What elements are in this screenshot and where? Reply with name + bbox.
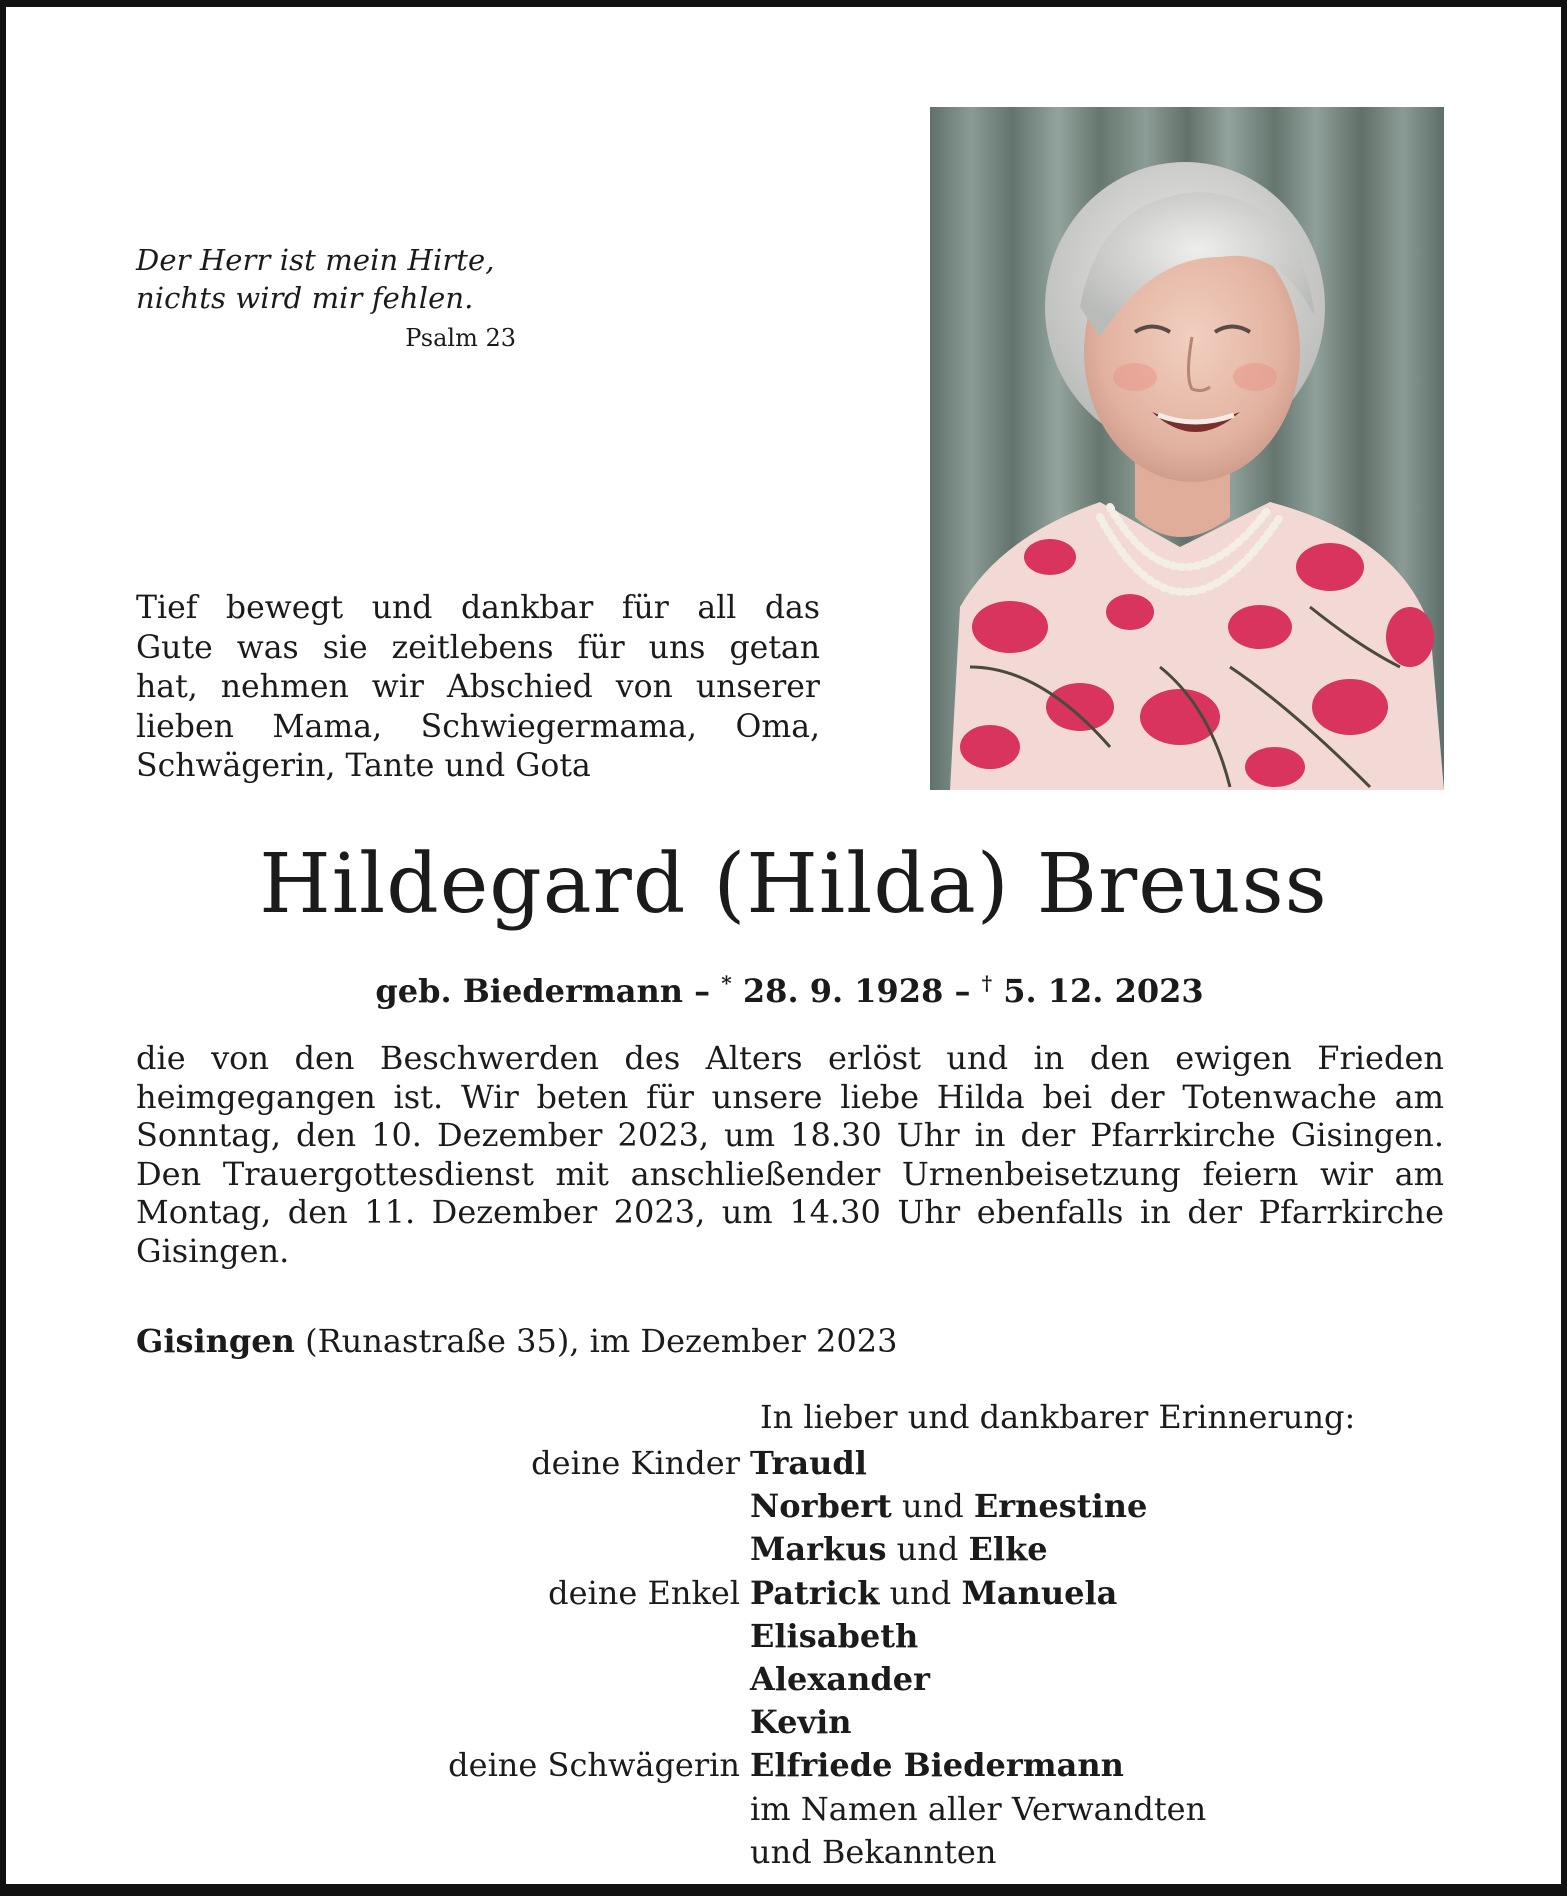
signature-row <box>406 1615 1446 1658</box>
signature-names <box>750 1744 1446 1787</box>
psalm-line-2: nichts wird mir fehlen. <box>136 281 474 315</box>
body-line: heimgegangen ist. Wir beten für unsere liebe Hilda bei der Totenwache am <box>136 1077 1444 1116</box>
death-date: 5. 12. 2023 <box>1003 972 1204 1010</box>
psalm-reference: Psalm 23 <box>405 324 516 352</box>
signature-row <box>406 1788 1446 1831</box>
signature-names <box>750 1442 1446 1485</box>
intro-line: Schwägerin, Tante und Gota <box>136 748 591 785</box>
deceased-name-text: Hildegard (Hilda) Breuss <box>259 837 1328 932</box>
death-mark: † <box>981 971 993 995</box>
signature-label-empty <box>406 1528 750 1571</box>
body-line: Den Trauergottesdienst mit anschließender Urnenbeisetzung feiern wir am <box>136 1154 1444 1193</box>
mourner-name: Manuela <box>961 1573 1118 1612</box>
mourner-name: Ernestine <box>973 1487 1148 1526</box>
life-dates <box>6 963 1567 1011</box>
psalm-quote <box>136 241 526 353</box>
name-joiner: und <box>879 1573 962 1612</box>
place-rest: (Runastraße 35), im Dezember 2023 <box>294 1322 898 1360</box>
intro-line: hat, nehmen wir Abschied von unserer <box>136 669 820 706</box>
signature-names <box>750 1701 1446 1744</box>
mourner-name: Norbert <box>750 1487 892 1526</box>
place-and-date <box>136 1321 897 1361</box>
signature-row <box>406 1658 1446 1701</box>
mourner-name: Markus <box>750 1530 887 1569</box>
signature-label-kinder: deine Kinder <box>531 1444 740 1482</box>
signature-names <box>750 1572 1446 1615</box>
place-town: Gisingen <box>136 1322 295 1360</box>
signature-row <box>406 1442 1446 1485</box>
intro-line: Gute was sie zeitlebens für uns getan <box>136 629 820 666</box>
birth-name: geb. Biedermann <box>375 972 684 1010</box>
mourner-name: Elke <box>968 1530 1048 1569</box>
signature-names <box>750 1658 1446 1701</box>
intro-line: lieben Mama, Schwiegermama, Oma, <box>136 708 820 745</box>
name-joiner: und <box>886 1530 969 1569</box>
name-joiner: und <box>891 1487 974 1526</box>
memory-heading: In lieber und dankbarer Erinnerung: <box>760 1398 1356 1436</box>
signature-label-schwaegerin: deine Schwägerin <box>448 1746 740 1785</box>
signature-closing-1: im Namen aller Verwandten <box>750 1789 1207 1828</box>
portrait-photo <box>930 107 1444 790</box>
signature-row <box>406 1831 1446 1874</box>
mourner-name: Elisabeth <box>750 1616 919 1655</box>
signature-row <box>406 1701 1446 1744</box>
signature-row <box>406 1744 1446 1787</box>
main-paragraph <box>136 1039 1444 1270</box>
signature-names <box>750 1485 1446 1528</box>
signature-block <box>406 1442 1446 1874</box>
signature-label-empty <box>406 1788 750 1831</box>
signature-row <box>406 1485 1446 1528</box>
body-line: Gisingen. <box>136 1231 290 1270</box>
mourner-name: Traudl <box>750 1444 867 1482</box>
date-separator: – <box>694 972 711 1010</box>
signature-label-empty <box>406 1485 750 1528</box>
birth-mark: * <box>721 971 732 995</box>
signature-label-empty <box>406 1831 750 1874</box>
body-line: Sonntag, den 10. Dezember 2023, um 18.30 Uhr in der Pfarrkirche Gisingen. <box>136 1116 1444 1154</box>
signature-label-empty <box>406 1615 750 1658</box>
mourner-name: Kevin <box>750 1703 852 1742</box>
date-separator: – <box>954 972 971 1010</box>
signature-row <box>406 1572 1446 1615</box>
intro-paragraph <box>136 589 820 787</box>
birth-date: 28. 9. 1928 <box>742 972 944 1010</box>
mourner-name: Alexander <box>750 1660 931 1699</box>
signature-label-enkel: deine Enkel <box>548 1573 740 1612</box>
signature-row <box>406 1528 1446 1571</box>
deceased-name <box>6 837 1567 933</box>
mourner-name: Patrick <box>750 1573 880 1612</box>
mourner-name: Elfriede Biedermann <box>750 1746 1124 1785</box>
signature-names <box>750 1615 1446 1658</box>
signature-names <box>750 1528 1446 1571</box>
body-line: die von den Beschwerden des Alters erlöst und in den ewigen Frieden <box>136 1039 1444 1077</box>
signature-closing-2: und Bekannten <box>750 1832 997 1871</box>
body-line: Montag, den 11. Dezember 2023, um 14.30 Uhr ebenfalls in der Pfarrkirche <box>136 1193 1444 1231</box>
psalm-line-1: Der Herr ist mein Hirte, <box>136 243 495 277</box>
intro-line: Tief bewegt und dankbar für all das <box>136 590 820 626</box>
signature-label-empty <box>406 1701 750 1744</box>
signature-label-empty <box>406 1658 750 1701</box>
